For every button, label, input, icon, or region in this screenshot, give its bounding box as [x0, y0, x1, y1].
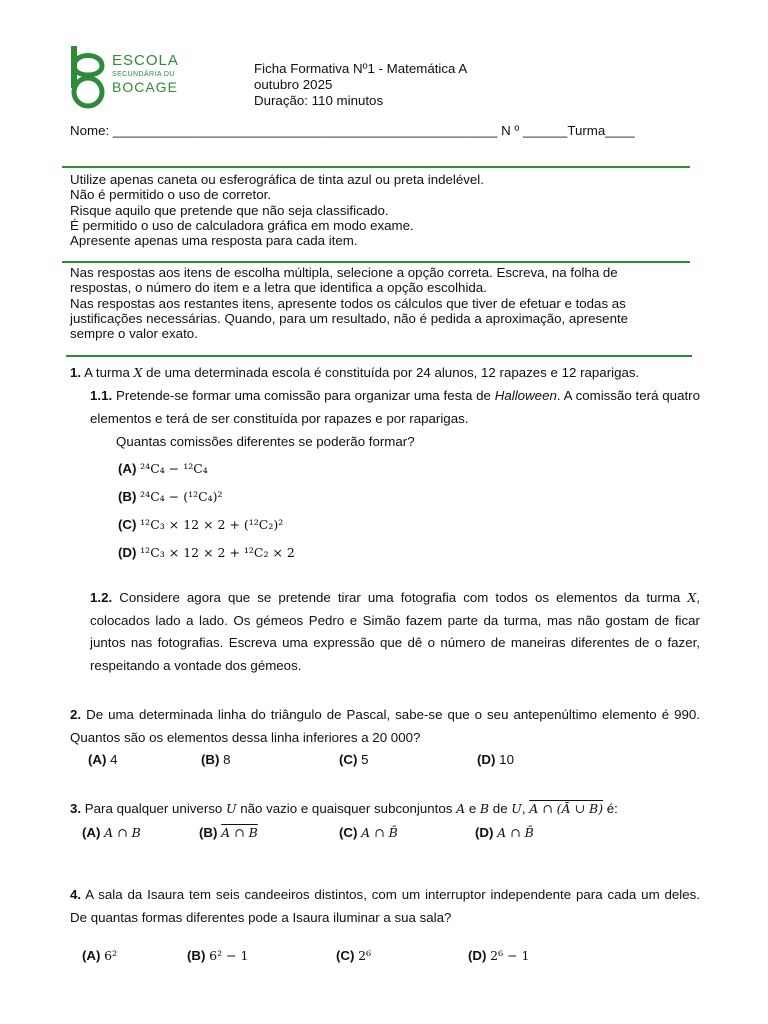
option-expr: 2⁶ − 1 [490, 948, 530, 963]
option-expr: 2⁶ [358, 948, 372, 963]
option-value: 8 [223, 752, 231, 767]
option-b[interactable] [201, 749, 231, 772]
option-label: (C) [336, 948, 355, 963]
question-text: A turma [84, 365, 134, 380]
question-1-1 [90, 385, 700, 430]
option-label: (C) [339, 752, 358, 767]
sheet-duration: Duração: 110 minutos [254, 93, 384, 108]
header-info [254, 61, 467, 109]
question-text: , colocados lado a lado. Os gémeos Pedro e Simão fazem parte da turma, mas não gostam de ficar juntos nas fotografias. Escreva uma expressão que dê o número de maneiras diferentes de o fazer, respeitando a vontade dos gémeos. [90, 590, 700, 673]
question-text: de [489, 801, 512, 816]
instruction-line: Utilize apenas caneta ou esferográfica de tinta azul ou preta indelével. [70, 172, 484, 187]
student-fields[interactable]: Nome: ____________________________________________________ N º ______Turma____ [70, 123, 635, 138]
logo-text-escola: ESCOLA [112, 52, 179, 69]
instructions-answers [70, 265, 628, 341]
option-b[interactable] [199, 822, 258, 845]
question-text: é: [603, 801, 618, 816]
option-a[interactable] [88, 749, 118, 772]
option-c[interactable] [339, 749, 369, 772]
option-a[interactable] [118, 455, 748, 483]
option-expr: ²⁴C₄ − ¹²C₄ [140, 461, 208, 476]
option-value: 4 [110, 752, 118, 767]
option-d[interactable] [118, 539, 748, 567]
option-b[interactable] [118, 483, 748, 511]
option-label: (D) [468, 948, 487, 963]
option-label: (A) [118, 461, 137, 476]
option-label: (D) [475, 825, 494, 840]
divider-1 [62, 166, 690, 168]
option-a[interactable] [82, 945, 117, 968]
option-d[interactable] [477, 749, 514, 772]
question-text: Para qualquer universo [84, 801, 226, 816]
question-1-1-prompt: Quantas comissões diferentes se poderão formar? [116, 434, 415, 449]
instruction-line: Nas respostas aos restantes itens, apresente todos os cálculos que tiver de efetuar e todas as [70, 295, 626, 311]
option-c[interactable] [339, 822, 398, 845]
divider-3 [66, 355, 692, 357]
option-expr: A ∩ B [104, 825, 141, 840]
math-var: X [133, 365, 143, 380]
math-expr: A ∩ (Ā ∪ B) [529, 801, 604, 816]
option-label: (D) [118, 545, 137, 560]
option-a[interactable] [82, 822, 141, 845]
logo-text-secundaria: SECUNDÁRIA DU [112, 71, 175, 78]
sheet-date: outubro 2025 [254, 77, 333, 92]
option-value: 5 [361, 752, 369, 767]
option-c[interactable] [336, 945, 371, 968]
option-d[interactable] [475, 822, 534, 845]
option-expr: A ∩ B̄ [361, 825, 398, 840]
question-2 [70, 704, 700, 749]
option-expr: A ∩ B̄ [497, 825, 534, 840]
question-number: 1.1. [90, 388, 113, 403]
option-value: 10 [499, 752, 514, 767]
option-expr: ²⁴C₄ − (¹²C₄)² [140, 489, 223, 504]
instruction-line: Risque aquilo que pretende que não seja classificado. [70, 202, 389, 218]
instructions-general [70, 172, 484, 248]
math-var: U [225, 801, 237, 816]
math-var: X [687, 590, 697, 605]
option-expr: ¹²C₃ × 12 × 2 + (¹²C₂)² [140, 517, 284, 532]
question-number: 1.2. [90, 590, 113, 605]
option-expr: A ∩ B [221, 825, 258, 840]
option-label: (D) [477, 752, 496, 767]
option-label: (A) [82, 825, 101, 840]
option-c[interactable] [118, 511, 748, 539]
question-text: , [521, 801, 530, 816]
question-number: 2. [70, 707, 82, 722]
math-var: B [479, 801, 490, 816]
question-4 [70, 884, 700, 929]
option-label: (A) [82, 948, 101, 963]
instruction-line: sempre o valor exato. [70, 326, 198, 342]
option-label: (C) [339, 825, 358, 840]
instruction-line: Apresente apenas uma resposta para cada item. [70, 233, 358, 249]
option-label: (B) [199, 825, 218, 840]
option-expr: 6² − 1 [209, 948, 249, 963]
options-1-1 [118, 455, 748, 567]
option-d[interactable] [468, 945, 530, 968]
question-text: A sala da Isaura tem seis candeeiros distintos, com um interruptor independente para cada um deles. De quantas formas diferentes pode a Isaura iluminar a sua sala? [70, 887, 701, 925]
question-number: 4. [70, 887, 82, 902]
option-expr: 6² [104, 948, 118, 963]
question-3 [70, 798, 700, 821]
question-1 [70, 362, 700, 385]
option-b[interactable] [187, 945, 249, 968]
question-text: de uma determinada escola é constituída por 24 alunos, 12 rapazes e 12 raparigas. [142, 365, 640, 380]
instruction-line: justificações necessárias. Quando, para um resultado, não é pedida a aproximação, apresente [70, 310, 629, 326]
option-label: (C) [118, 517, 137, 532]
instruction-line: Nas respostas aos itens de escolha múltipla, selecione a opção correta. Escreva, na folha de [70, 265, 618, 280]
question-text: e [465, 801, 480, 816]
instruction-line: Não é permitido o uso de corretor. [70, 187, 272, 203]
question-text: Pretende-se formar uma comissão para organizar uma festa de [116, 388, 495, 403]
option-expr: ¹²C₃ × 12 × 2 + ¹²C₂ × 2 [140, 545, 295, 560]
question-1-2 [90, 587, 700, 677]
divider-2 [62, 261, 690, 263]
option-label: (B) [187, 948, 206, 963]
question-number: 3. [70, 801, 82, 816]
option-label: (B) [118, 489, 137, 504]
option-label: (A) [88, 752, 107, 767]
math-var: A [456, 801, 466, 816]
logo-text-bocage: BOCAGE [112, 79, 178, 95]
question-text: . A comissão terá quatro elementos e terá de ser constituída por rapazes e por raparigas. [90, 388, 700, 426]
math-var: U [511, 801, 522, 816]
option-label: (B) [201, 752, 220, 767]
question-number: 1. [70, 365, 82, 380]
instruction-line: respostas, o número do item e a letra que identifica a opção escolhida. [70, 280, 487, 296]
question-text: não vazio e quaisquer subconjuntos [236, 801, 457, 816]
question-text: De uma determinada linha do triângulo de Pascal, sabe-se que o seu antepenúltimo elemento é 990. Quantos são os elementos dessa linha inferiores a 20 000? [70, 707, 700, 745]
italic-word: Halloween [494, 388, 557, 403]
question-text: Considere agora que se pretende tirar uma fotografia com todos os elementos da turma [119, 590, 688, 605]
sheet-title: Ficha Formativa Nº1 - Matemática A [254, 61, 468, 76]
instruction-line: É permitido o uso de calculadora gráfica em modo exame. [70, 217, 414, 233]
